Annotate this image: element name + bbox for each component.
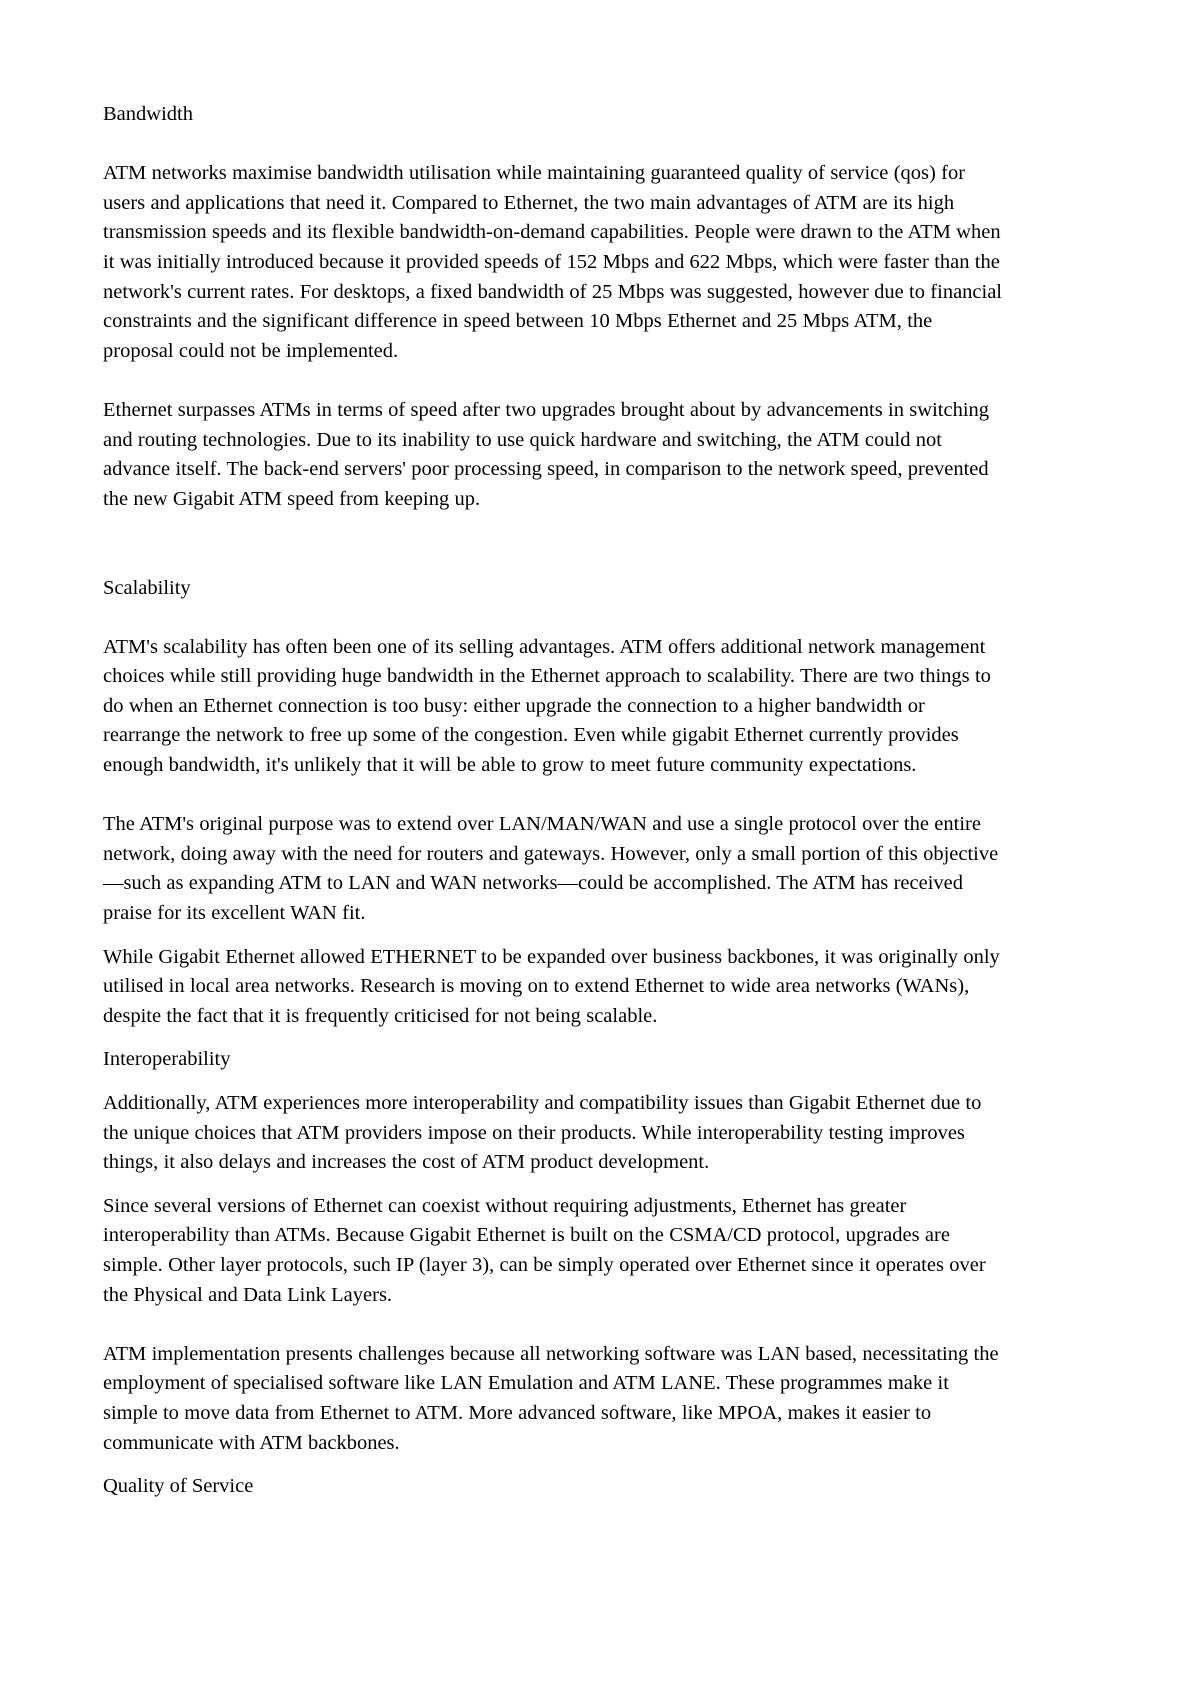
paragraph-bandwidth-2: Ethernet surpasses ATMs in terms of speed after two upgrades brought about by advancements in switching and routing technologies. Due to its inability to use quick hardware and switching, the ATM could not advance itself. The back-end servers' poor processing speed, in comparison to the network speed, prevented the new Gigabit ATM speed from keeping up. — [103, 398, 995, 510]
section-heading-scalability: Scalability — [103, 576, 191, 599]
paragraph-spacer — [103, 366, 1003, 396]
paragraph-interoperability-2: Since several versions of Ethernet can coexist without requiring adjustments, Ethernet has greater interoperability than ATMs. Because Gigabit Ethernet is built on the CSMA/CD protocol, upgrades are simple. Other layer protocols, such IP (layer 3), can be simply operated over Ethernet since it operates over the Physical and Data Link Layers. — [103, 1194, 992, 1306]
paragraph-scalability-1: ATM's scalability has often been one of its selling advantages. ATM offers additional network management choices while still providing huge bandwidth in the Ethernet approach to scalability. There are two things to do when an Ethernet connection is too busy: either upgrade the connection to a higher bandwidth or rearrange the network to free up some of the congestion. Even while gigabit Ethernet currently provides enough bandwidth, it's unlikely that it will be able to grow to meet future community expectations. — [103, 635, 997, 777]
paragraph-interoperability-1: Additionally, ATM experiences more interoperability and compatibility issues than Gigabit Ethernet due to the unique choices that ATM providers impose on their products. While interoperability testing improves things, it also delays and increases the cost of ATM product development. — [103, 1092, 987, 1174]
section-heading-bandwidth: Bandwidth — [103, 103, 193, 125]
paragraph-spacer — [103, 1075, 1003, 1089]
section-spacer — [103, 1458, 1003, 1472]
paragraph-scalability-3: While Gigabit Ethernet allowed ETHERNET to be expanded over business backbones, it was originally only utilised in local area networks. Research is moving on to extend Ethernet to wide area networks (WANs), despite the fact that it is frequently criticised for not being scalable. — [103, 945, 1006, 1027]
paragraph-interoperability-3: ATM implementation presents challenges because all networking software was LAN based, necessitating the employment of specialised software like LAN Emulation and ATM LANE. These programmes make it simple to move data from Ethernet to ATM. More advanced software, like MPOA, makes it easier to communicate with ATM backbones. — [103, 1342, 1004, 1454]
paragraph-spacer — [103, 1310, 1003, 1340]
section-spacer — [103, 1031, 1003, 1045]
paragraph-spacer — [103, 929, 1003, 943]
document-text-body — [103, 100, 1008, 1502]
section-heading-interoperability: Interoperability — [103, 1048, 231, 1071]
paragraph-spacer — [103, 603, 1003, 633]
paragraph-spacer — [103, 781, 1003, 811]
section-heading-quality-of-service: Quality of Service — [103, 1475, 254, 1498]
paragraph-spacer — [103, 1178, 1003, 1192]
paragraph-scalability-2: The ATM's original purpose was to extend over LAN/MAN/WAN and use a single protocol over the entire network, doing away with the need for routers and gateways. However, only a small portion of this objective—such as expanding ATM to LAN and WAN networks—could be accomplished. The ATM has received praise for its excellent WAN fit. — [103, 813, 999, 925]
section-spacer — [103, 514, 1003, 573]
paragraph-bandwidth-1: ATM networks maximise bandwidth utilisation while maintaining guaranteed quality of service (qos) for users and applications that need it. Compared to Ethernet, the two main advantages of ATM are its high transmission speeds and its flexible bandwidth-on-demand capabilities. People were drawn to the ATM when it was initially introduced because it provided speeds of 152 Mbps and 622 Mbps, which were faster than the network's current rates. For desktops, a fixed bandwidth of 25 Mbps was suggested, however due to financial constraints and the significant difference in speed between 10 Mbps Ethernet and 25 Mbps ATM, the proposal could not be implemented. — [103, 162, 1008, 362]
paragraph-spacer — [103, 130, 1003, 160]
